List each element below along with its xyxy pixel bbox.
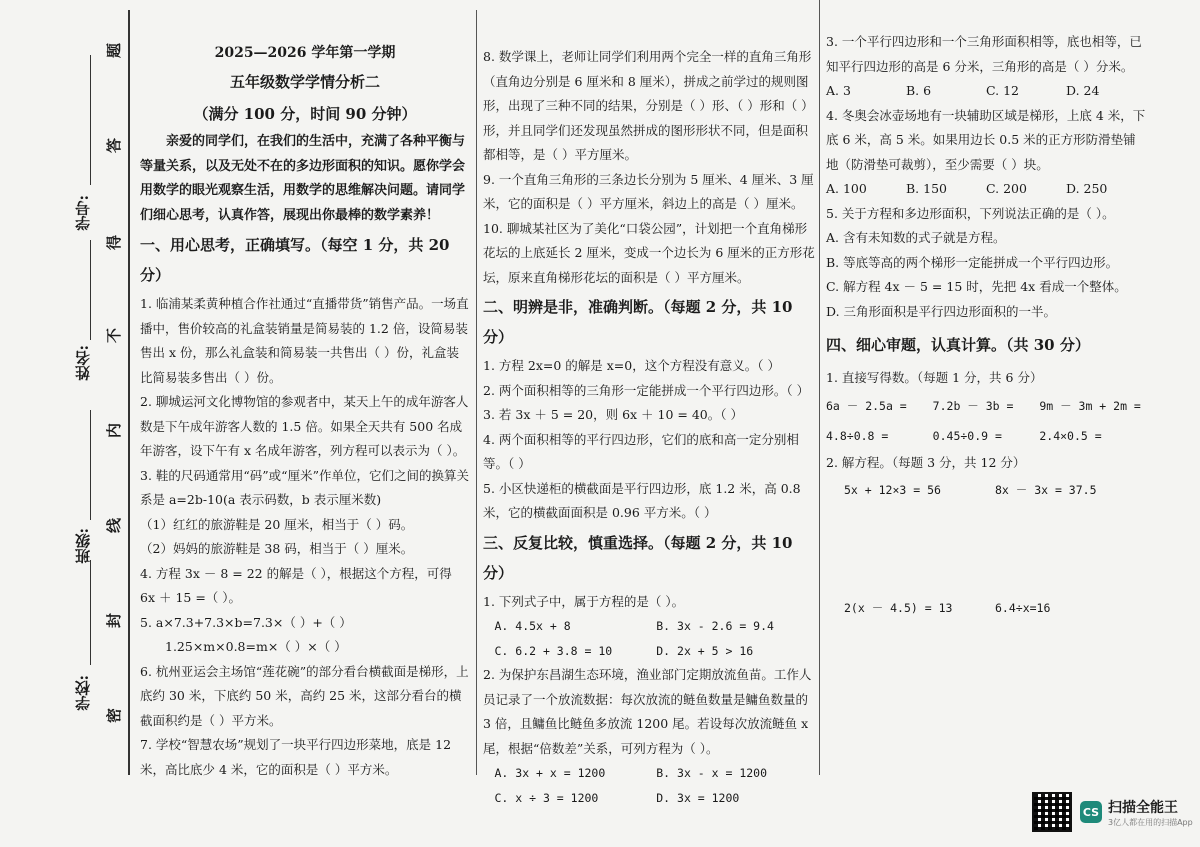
column-divider: [819, 0, 820, 775]
binding-strip: [0, 0, 128, 780]
seal-char: 答: [105, 137, 124, 154]
option: A. 3: [826, 83, 851, 98]
class-label: 班级:: [74, 528, 92, 564]
option: B. 6: [906, 83, 932, 98]
option: A. 100: [826, 181, 867, 196]
intro-text: 亲爱的同学们，在我们的生活中，充满了各种平衡与等量关系，以及无处不在的多边形面积的知识。愿你学会用数学的眼光观察生活，用数学的思维解决问题。请同学们细心思考，认真作答，展现出你最棒的数学素养！: [140, 134, 466, 223]
column-divider: [476, 10, 477, 775]
question-1-10: 10. 聊城某社区为了美化“口袋公园”，计划把一个直角梯形花坛的上底延长 2 厘米，变成一个边长为 6 厘米的正方形花坛，原来直角梯形花坛的面积是（ ）平方厘米。: [483, 220, 815, 285]
question-1-5b: 1.25×m×0.8=m×（ ）×（ ）: [165, 639, 347, 654]
question-1-6: 6. 杭州亚运会主场馆“莲花碗”的部分看台横截面是梯形，上底约 30 米，下底约 50 米，高约 25 米，这部分看台的横截面积约是（ ）平方米。: [140, 663, 469, 728]
judge-2: 2. 两个面积相等的三角形一定能拼成一个平行四边形。（ ）: [483, 382, 810, 398]
binding-line: [128, 10, 130, 775]
choice-5: 5. 关于方程和多边形面积，下列说法正确的是（ ）。: [826, 205, 1115, 221]
seal-char: 封: [105, 612, 124, 629]
question-1-3b: （2）妈妈的旅游鞋是 38 码，相当于（ ）厘米。: [140, 541, 414, 556]
question-1-3a: （1）红红的旅游鞋是 20 厘米，相当于（ ）码。: [140, 516, 414, 532]
school-label: 学校:: [74, 675, 92, 711]
section-3-title: 三、反复比较，慎重选择。（每题 2 分，共 10 分）: [483, 533, 793, 582]
option: A. 4.5x + 8: [494, 619, 571, 633]
calc-row: [826, 421, 1146, 451]
calc-row: [826, 391, 1146, 421]
column-3: [826, 30, 1146, 810]
option: B. 150: [906, 181, 947, 196]
calc-1-title: 1. 直接写得数。（每题 1 分，共 6 分）: [826, 370, 1043, 385]
calc-item: 9m － 3m + 2m =: [1039, 398, 1141, 413]
question-1-3: 3. 鞋的尺码通常用“码”或“厘米”作单位，它们之间的换算关系是 a=2b-10(a 表示码数，b 表示厘米数): [140, 467, 469, 507]
choice-2-options: [483, 761, 818, 810]
calc-item: 2.4×0.5 =: [1039, 428, 1102, 443]
option: B. 等底等高的两个梯形一定能拼成一个平行四边形。: [826, 254, 1119, 270]
judge-4: 4. 两个面积相等的平行四边形，它们的底和高一定分别相等。（ ）: [483, 431, 799, 471]
option: D. 2x + 5 > 16: [656, 643, 754, 658]
option: D. 24: [1066, 83, 1100, 98]
score-info: （满分 100 分，时间 90 分钟）: [193, 105, 417, 123]
equation-row: [826, 593, 1146, 623]
choice-1-options: [483, 614, 818, 663]
question-1-1: 1. 临浦某柔黄种植合作社通过“直播带货”销售产品。一场直播中，售价较高的礼盒装销量是简易装的 1.2 倍，设简易装售出 x 份，那么礼盒装和简易装一共售出（ ）份，礼盒装比简易装多售出（ ）份。: [140, 296, 469, 385]
term-heading: 2025—2026 学年第一学期: [214, 45, 396, 61]
judge-5: 5. 小区快递柜的横截面是平行四边形，底 1.2 米，高 0.8 米，它的横截面面积是 0.96 平方米。（ ）: [483, 480, 801, 520]
question-1-4: 4. 方程 3x － 8 = 22 的解是（ ），根据这个方程，可得 6x ＋ 15 =（ ）。: [140, 565, 452, 605]
choice-4-options: [826, 177, 1146, 202]
seal-char: 不: [105, 327, 124, 344]
name-label: 姓名:: [74, 345, 92, 381]
option: D. 三角形面积是平行四边形面积的一半。: [826, 303, 1057, 319]
column-1: [140, 0, 470, 780]
question-1-8: 8. 数学课上，老师让同学们利用两个完全一样的直角三角形（直角边分别是 6 厘米和 8 厘米），拼成之前学过的规则图形，出现了三种不同的结果，分别是（ ）形、（ ）形和（ ）形，并且同学们还发现虽然拼成的图形形状不同，但是面积都相等，是（ ）平方厘米。: [483, 49, 814, 162]
calc-2-title: 2. 解方程。（每题 3 分，共 12 分）: [826, 454, 1026, 470]
option: C. x ÷ 3 = 1200: [494, 790, 599, 805]
name-blank[interactable]: [90, 240, 91, 340]
option: C. 12: [986, 83, 1019, 98]
option: C. 解方程 4x － 5 = 15 时，先把 4x 看成一个整体。: [826, 279, 1127, 294]
choice-3-options: [826, 79, 1146, 104]
option: D. 3x = 1200: [656, 790, 740, 805]
column-2: [483, 45, 818, 825]
equation: 8x － 3x = 37.5: [995, 483, 1097, 497]
choice-2: 2. 为保护东昌湖生态环境，渔业部门定期放流鱼苗。工作人员记录了一个放流数据：每次放流的鲢鱼数量是鳙鱼数量的 3 倍，且鳙鱼比鲢鱼多放流 1200 尾。若设每次放流鲢鱼 x 尾，根据“倍数差”关系，可列方程为（ ）。: [483, 667, 812, 756]
choice-1: 1. 下列式子中，属于方程的是（ ）。: [483, 593, 685, 609]
brand: [1108, 797, 1193, 828]
student-id-blank[interactable]: [90, 55, 91, 185]
qr-code-icon: [1032, 792, 1072, 832]
scanner-watermark: [1032, 792, 1193, 832]
option: B. 3x - x = 1200: [656, 766, 768, 780]
equation: 5x + 12×3 = 56: [844, 483, 941, 497]
equation: 2(x － 4.5) = 13: [844, 601, 953, 615]
question-1-2: 2. 聊城运河文化博物馆的参观者中，某天上午的成年游客人数是下午成年游客人数的 1.5 倍。如果全天共有 500 名成年游客，设下午有 x 名成年游客，列方程可以表示为（ ）。: [140, 394, 469, 458]
option: C. 200: [986, 181, 1027, 196]
brand-slogan: 3亿人都在用的扫描App: [1108, 817, 1193, 827]
option: C. 6.2 + 3.8 = 10: [494, 643, 613, 658]
calc-item: 4.8÷0.8 =: [826, 428, 889, 443]
option: D. 250: [1066, 181, 1108, 196]
seal-char: 内: [105, 422, 124, 439]
choice-3: 3. 一个平行四边形和一个三角形面积相等，底也相等，已知平行四边形的高是 6 分米，三角形的高是（ ）分米。: [826, 34, 1142, 74]
judge-3: 3. 若 3x ＋ 5 = 20，则 6x ＋ 10 = 40。（ ）: [483, 407, 743, 422]
option: B. 3x - 2.6 = 9.4: [656, 619, 774, 633]
seal-char: 线: [105, 517, 124, 534]
equation: 6.4÷x=16: [995, 601, 1051, 615]
seal-char: 得: [105, 234, 124, 251]
calc-item: 6a － 2.5a =: [826, 398, 907, 413]
option: A. 含有未知数的式子就是方程。: [826, 230, 1006, 245]
student-id-label: 学号:: [74, 195, 92, 231]
judge-1: 1. 方程 2x=0 的解是 x=0，这个方程没有意义。（ ）: [483, 358, 780, 373]
brand-name: 扫描全能王: [1108, 799, 1178, 816]
question-1-5a: 5. a×7.3+7.3×b=7.3×（ ）+（ ）: [140, 614, 352, 630]
choice-4: 4. 冬奥会冰壶场地有一块辅助区域是梯形，上底 4 米，下底 6 米，高 5 米。如果用边长 0.5 米的正方形防滑垫铺地（防滑垫可裁剪），至少需要（ ）块。: [826, 107, 1146, 172]
question-1-7: 7. 学校“智慧农场”规划了一块平行四边形菜地，底是 12 米，高比底少 4 米，它的面积是（ ）平方米。: [140, 737, 452, 777]
option: A. 3x + x = 1200: [494, 766, 606, 780]
camscanner-logo-icon: CS: [1080, 801, 1102, 823]
section-4-title: 四、细心审题，认真计算。（共 30 分）: [826, 336, 1090, 354]
calc-item: 7.2b － 3b =: [932, 398, 1014, 413]
section-2-title: 二、明辨是非，准确判断。（每题 2 分，共 10 分）: [483, 298, 793, 346]
section-1-title: 一、用心思考，正确填写。（每空 1 分，共 20 分）: [140, 236, 450, 284]
class-blank[interactable]: [90, 410, 91, 520]
seal-char: 题: [105, 42, 124, 59]
equation-row: [826, 475, 1146, 505]
seal-char: 密: [105, 707, 124, 724]
calc-item: 0.45÷0.9 =: [932, 428, 1002, 443]
question-1-9: 9. 一个直角三角形的三条边长分别为 5 厘米、4 厘米、3 厘米，它的面积是（ ）平方厘米，斜边上的高是（ ）厘米。: [483, 171, 814, 211]
page-title: 五年级数学学情分析二: [229, 73, 380, 91]
school-blank[interactable]: [90, 560, 91, 665]
